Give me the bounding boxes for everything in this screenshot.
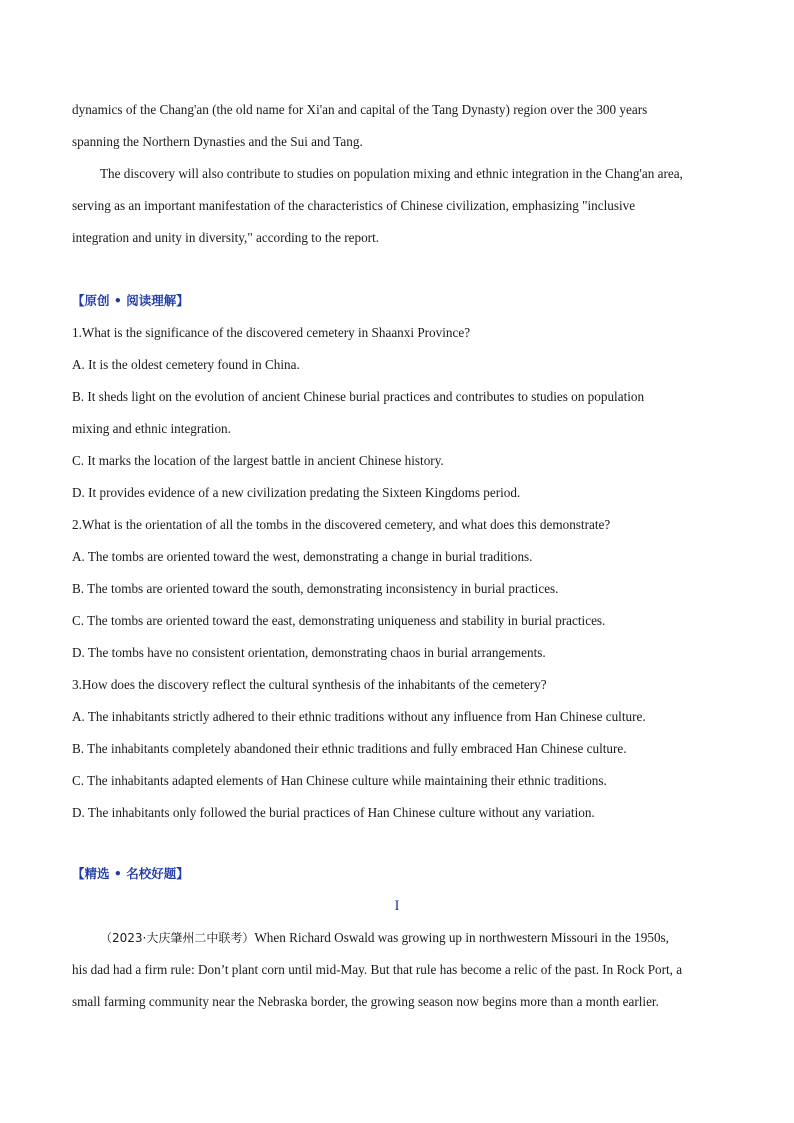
text-line: his dad had a firm rule: Don’t plant corn until mid-May. But that rule has become a relic of the past. In Rock Port, a — [72, 962, 683, 977]
text-line: small farming community near the Nebraska border, the growing season now begins more than a month earlier. — [72, 994, 659, 1009]
option-3c: C. The inhabitants adapted elements of Han Chinese culture while maintaining their ethnic traditions. — [72, 773, 607, 788]
source-citation: （2023·大庆肇州二中联考） — [100, 931, 255, 945]
option-1d: D. It provides evidence of a new civilization predating the Sixteen Kingdoms period. — [72, 485, 521, 500]
section-heading-selected-questions: 【精选 • 名校好题】 — [72, 866, 189, 881]
question-3: 3.How does the discovery reflect the cultural synthesis of the inhabitants of the cemetery? — [72, 677, 547, 692]
question-2: 2.What is the orientation of all the tombs in the discovered cemetery, and what does this demonstrate? — [72, 517, 611, 532]
text-line: spanning the Northern Dynasties and the Sui and Tang. — [72, 134, 363, 149]
option-1b-cont: mixing and ethnic integration. — [72, 421, 231, 436]
option-2d: D. The tombs have no consistent orientation, demonstrating chaos in burial arrangements. — [72, 645, 546, 660]
option-2c: C. The tombs are oriented toward the east, demonstrating uniqueness and stability in burial practices. — [72, 613, 606, 628]
text-line: dynamics of the Chang'an (the old name for Xi'an and capital of the Tang Dynasty) region over the 300 years — [72, 102, 648, 117]
option-1a: A. It is the oldest cemetery found in China. — [72, 357, 300, 372]
passage-paragraph-3 — [72, 922, 722, 1018]
option-1c: C. It marks the location of the largest battle in ancient Chinese history. — [72, 453, 444, 468]
text-line: serving as an important manifestation of the characteristics of Chinese civilization, emphasizing "inclusive — [72, 198, 636, 213]
text-line: integration and unity in diversity," according to the report. — [72, 230, 380, 245]
question-1: 1.What is the significance of the discovered cemetery in Shaanxi Province? — [72, 325, 471, 340]
text-span: When Richard Oswald was growing up in northwestern Missouri in the 1950s, — [254, 930, 669, 945]
text-line — [72, 922, 722, 954]
text-line: The discovery will also contribute to studies on population mixing and ethnic integration in the Chang'an area, — [100, 166, 683, 181]
option-3b: B. The inhabitants completely abandoned their ethnic traditions and fully embraced Han Chinese culture. — [72, 741, 627, 756]
option-3d: D. The inhabitants only followed the burial practices of Han Chinese culture without any variation. — [72, 805, 595, 820]
option-2a: A. The tombs are oriented toward the west, demonstrating a change in burial traditions. — [72, 549, 533, 564]
passage-number: I — [394, 898, 400, 914]
passage-paragraph-1 — [72, 94, 722, 158]
section-heading-original-reading: 【原创 • 阅读理解】 — [72, 293, 189, 308]
option-3a: A. The inhabitants strictly adhered to their ethnic traditions without any influence from Han Chinese culture. — [72, 709, 646, 724]
question-list — [72, 317, 722, 829]
option-2b: B. The tombs are oriented toward the south, demonstrating inconsistency in burial practices. — [72, 581, 559, 596]
option-1b: B. It sheds light on the evolution of ancient Chinese burial practices and contributes to studies on population — [72, 389, 645, 404]
passage-paragraph-2 — [72, 158, 722, 254]
